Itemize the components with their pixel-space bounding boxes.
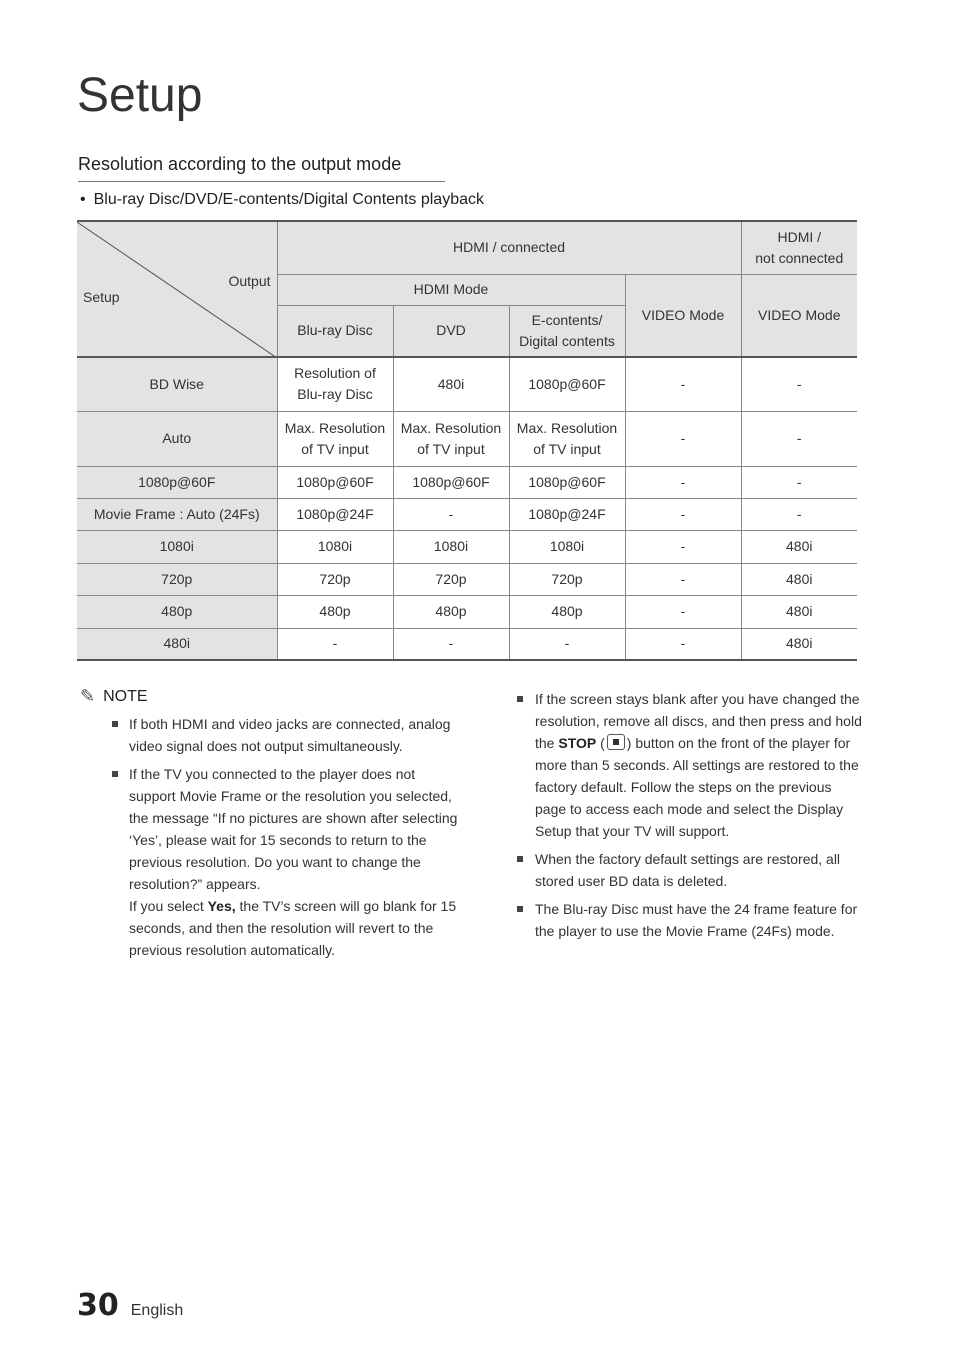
- cell-dvd: 1080p@60F: [393, 466, 509, 498]
- table-row: [77, 563, 857, 595]
- row-setup: 480p: [77, 595, 277, 628]
- list-item: When the factory default settings are restored, all stored user BD data is deleted.: [486, 848, 866, 892]
- table-row: [77, 466, 857, 498]
- cell-video-nc: 480i: [741, 530, 857, 563]
- list-item: The Blu-ray Disc must have the 24 frame feature for the player to use the Movie Frame (24Fs) mode.: [486, 898, 866, 942]
- cell-bluray: 1080p@24F: [277, 498, 393, 530]
- resolution-table: [77, 220, 857, 661]
- header-dvd: DVD: [393, 305, 509, 357]
- cell-bluray: 480p: [277, 595, 393, 628]
- page-language: English: [130, 1302, 184, 1319]
- cell-video: -: [625, 411, 741, 466]
- table-row: [77, 595, 857, 628]
- cell-bluray: 1080i: [277, 530, 393, 563]
- corner-setup-label: Setup: [83, 289, 120, 305]
- cell-econtents: 720p: [509, 563, 625, 595]
- playback-bullet: [80, 191, 484, 209]
- cell-video: -: [625, 466, 741, 498]
- header-hdmi-not-connected: HDMI / not connected: [741, 221, 857, 274]
- stop-button-icon: [607, 734, 625, 750]
- note-list-right: [486, 688, 866, 942]
- row-setup: 1080p@60F: [77, 466, 277, 498]
- cell-video: -: [625, 357, 741, 411]
- cell-econtents: Max. Resolution of TV input: [509, 411, 625, 466]
- cell-video: -: [625, 498, 741, 530]
- cell-video-nc: -: [741, 357, 857, 411]
- cell-dvd: Max. Resolution of TV input: [393, 411, 509, 466]
- cell-bluray: 1080p@60F: [277, 466, 393, 498]
- header-bluray: Blu-ray Disc: [277, 305, 393, 357]
- cell-bluray: Resolution of Blu-ray Disc: [277, 357, 393, 411]
- cell-video-nc: -: [741, 498, 857, 530]
- stop-keyword: STOP: [558, 735, 597, 751]
- pencil-icon: ✎: [80, 686, 96, 706]
- cell-econtents: 1080p@60F: [509, 357, 625, 411]
- row-setup: 1080i: [77, 530, 277, 563]
- cell-video: -: [625, 628, 741, 660]
- cell-econtents: 480p: [509, 595, 625, 628]
- cell-dvd: -: [393, 498, 509, 530]
- cell-dvd: 720p: [393, 563, 509, 595]
- header-hdmi-mode: HDMI Mode: [277, 274, 625, 305]
- header-hdmi-connected: HDMI / connected: [277, 221, 741, 274]
- section-heading: Resolution according to the output mode: [78, 154, 445, 182]
- table-row: [77, 357, 857, 411]
- cell-dvd: 480i: [393, 357, 509, 411]
- cell-video-nc: 480i: [741, 563, 857, 595]
- cell-econtents: 1080p@24F: [509, 498, 625, 530]
- note-heading-label: NOTE: [103, 687, 148, 705]
- table-row: [77, 498, 857, 530]
- cell-dvd: 1080i: [393, 530, 509, 563]
- list-item: If both HDMI and video jacks are connected, analog video signal does not output simultaneously.: [80, 713, 460, 757]
- note-heading: [80, 686, 460, 707]
- corner-output-label: Output: [228, 273, 271, 289]
- header-video-mode: VIDEO Mode: [625, 274, 741, 357]
- cell-video-nc: -: [741, 411, 857, 466]
- cell-video: -: [625, 530, 741, 563]
- bullet-dot: •: [80, 191, 86, 208]
- table-row: [77, 628, 857, 660]
- cell-video-nc: 480i: [741, 595, 857, 628]
- row-setup: 480i: [77, 628, 277, 660]
- cell-dvd: 480p: [393, 595, 509, 628]
- header-video-mode-nc: VIDEO Mode: [741, 274, 857, 357]
- cell-video-nc: -: [741, 466, 857, 498]
- cell-bluray: Max. Resolution of TV input: [277, 411, 393, 466]
- cell-video: -: [625, 563, 741, 595]
- bullet-text: Blu-ray Disc/DVD/E-contents/Digital Contents playback: [93, 191, 484, 208]
- yes-keyword: Yes,: [207, 898, 236, 914]
- cell-video-nc: 480i: [741, 628, 857, 660]
- cell-video: -: [625, 595, 741, 628]
- page-number: 30: [77, 1288, 119, 1323]
- list-item: If the TV you connected to the player does not support Movie Frame or the resolution you selected, the message “If no pictures are shown after selecting ‘Yes’, please wait for 15 seconds to return to the previous resolution. Do you want to change the resolution?” appears. If you select Yes, the TV’s screen will go blank for 15 seconds, and then the resolution will revert to the previous resolution automatically.: [80, 763, 460, 961]
- page-footer: [77, 1288, 183, 1323]
- cell-bluray: 720p: [277, 563, 393, 595]
- row-setup: 720p: [77, 563, 277, 595]
- list-item: If the screen stays blank after you have changed the resolution, remove all discs, and then press and hold the STOP ( ) button on the front of the player for more than 5 seconds. All settings are restored to the factory default. Follow the steps on the previous page to access each mode and select the Display Setup that your TV will support.: [486, 688, 866, 842]
- cell-econtents: 1080p@60F: [509, 466, 625, 498]
- table-row: [77, 411, 857, 466]
- note-left-column: [80, 686, 460, 967]
- page-title: Setup: [77, 69, 203, 122]
- table-corner-cell: [77, 221, 277, 357]
- cell-bluray: -: [277, 628, 393, 660]
- cell-dvd: -: [393, 628, 509, 660]
- note-list-left: [80, 713, 460, 961]
- row-setup: Movie Frame : Auto (24Fs): [77, 498, 277, 530]
- row-setup: Auto: [77, 411, 277, 466]
- table-row: [77, 530, 857, 563]
- header-econtents: E-contents/ Digital contents: [509, 305, 625, 357]
- cell-econtents: -: [509, 628, 625, 660]
- cell-econtents: 1080i: [509, 530, 625, 563]
- row-setup: BD Wise: [77, 357, 277, 411]
- note-right-column: [486, 688, 866, 948]
